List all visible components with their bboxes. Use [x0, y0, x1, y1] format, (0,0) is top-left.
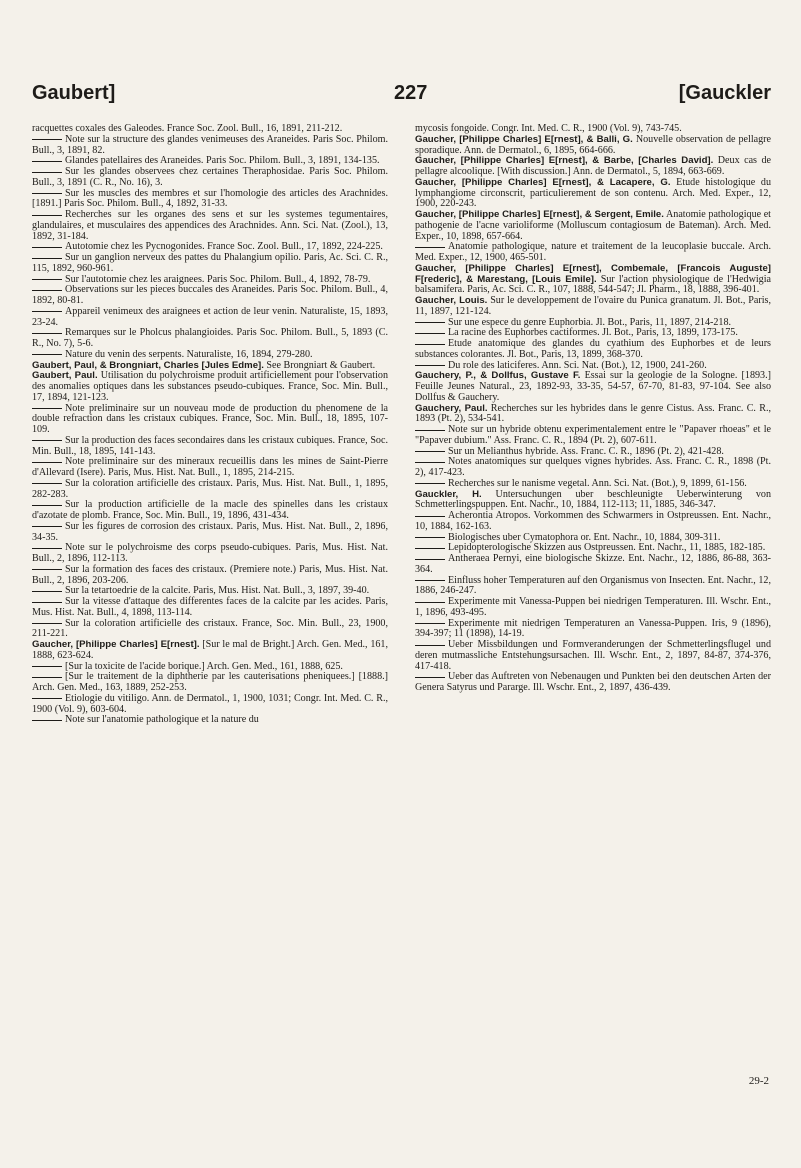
ditto-dash [415, 429, 445, 431]
ditto-dash [415, 644, 445, 646]
entry-text: Ueber Missbildungen und Formveranderungen der Schmetterlingsflugel und deren mutmassliche Entstehungsursachen. Ill. Wschr. Ent., 2, 1897, 84-87, 374-376, 417-418. [415, 639, 771, 672]
entry-author: Gaubert, Paul. [32, 370, 98, 382]
bibliography-entry [415, 371, 771, 403]
bibliography-entry [415, 264, 771, 296]
bibliography-entry [32, 285, 388, 307]
ditto-dash [415, 622, 445, 624]
entry-text: Experimente mit Vanessa-Puppen bei niedrigen Temperaturen. Ill. Wschr. Ent., 1, 1896, 493-495. [415, 596, 771, 618]
bibliography-entry [32, 210, 388, 242]
bibliography-entry [32, 694, 388, 716]
bibliography-entry [32, 479, 388, 501]
bibliography-entry [415, 576, 771, 598]
entry-text: Sur la coloration artificielle des cristaux. France, Soc. Min. Bull., 23, 1900, 211-221. [32, 617, 388, 640]
ditto-dash [32, 138, 62, 140]
running-header [32, 82, 771, 108]
ditto-dash [32, 310, 62, 312]
bibliography-entry [415, 178, 771, 210]
entry-text: Experimente mit niedrigen Temperaturen an Vanessa-Puppen. Iris, 9 (1896), 394-397; 11 (1898), 14-19. [415, 617, 771, 640]
entry-text: Antheraea Pernyi, eine biologische Skizze. Ent. Nachr., 12, 1886, 86-88, 363-364. [415, 553, 771, 575]
bibliography-entry [32, 522, 388, 544]
ditto-dash [32, 332, 62, 334]
entry-text: Etude anatomique des glandes du cyathium des Euphorbes et de leurs substances colorantes. Jl. Bot., Paris, 13, 1899, 368-370. [415, 338, 771, 360]
bibliography-entry [415, 156, 771, 178]
entry-text: racquettes coxales des Galeodes. France Soc. Zool. Bull., 16, 1891, 211-212. [32, 123, 343, 134]
entry-text: Lepidopterologische Skizzen aus Ostpreussen. Ent. Nachr., 11, 1885, 182-185. [448, 542, 766, 554]
entry-text: La racine des Euphorbes cactiformes. Jl. Bot., Paris, 13, 1899, 173-175. [448, 327, 738, 339]
ditto-dash [32, 461, 62, 463]
entry-text: Etiologie du vitiligo. Ann. de Dermatol., 1, 1900, 1031; Congr. Int. Med. C. R., 1900 (Vol. 9), 603-604. [32, 692, 388, 715]
entry-text: Recherches sur les organes des sens et sur les systemes tegumentaires, glandulaires, et musculaires des appendices des Arachnides. Ann. Sci. Nat. (Zool.), 13, 1892, 31-184. [32, 209, 388, 242]
entry-text: Essai sur la geologie de la Sologne. [1893.] Feuille Jeunes Natural., 23, 1892-93, 33-35, 54-57, 67-70, 81-83, 97-104. See also Dollfus & Gauchery. [415, 370, 771, 403]
ditto-dash [415, 558, 445, 560]
bibliography-entry [415, 457, 771, 479]
entry-text: [Sur la toxicite de l'acide borique.] Arch. Gen. Med., 161, 1888, 625. [65, 660, 343, 672]
right-column [415, 124, 771, 694]
entry-text: Etude histologique du lymphangiome circonscrit, particulierement de son contenu. Arch. Med. Exper., 12, 1900, 220-243. [415, 176, 772, 210]
entry-text: Acherontia Atropos. Vorkommen des Schwarmers in Ostpreussen. Ent. Nachr., 10, 1884, 162-163. [415, 510, 771, 532]
bibliography-entry [32, 307, 388, 329]
entry-text: Anatomie pathologique, nature et traitement de la leucoplasie buccale. Arch. Med. Exper., 12, 1900, 465-501. [415, 241, 771, 263]
bibliography-entry [415, 242, 771, 264]
bibliography-entry [415, 339, 771, 361]
ditto-dash [32, 439, 62, 441]
entry-author: Gauchery, Paul. [415, 402, 488, 414]
ditto-dash [32, 160, 62, 162]
entry-author: Gaucher, [Philippe Charles] E[rnest], Combemale, [Francois Auguste] F[rederic], & Marestang, [Louis Emile]. [415, 262, 771, 285]
ditto-dash [415, 246, 445, 248]
entry-text: Sur une espece du genre Euphorbia. Jl. Bot., Paris, 11, 1897, 214-218. [448, 316, 732, 328]
entry-text: Note sur le polychroisme des corps pseudo-cubiques. Paris, Mus. Hist. Nat. Bull., 2, 1896, 112-113. [32, 542, 388, 564]
bibliography-entry [415, 135, 771, 157]
bibliography-entry [32, 543, 388, 565]
ditto-dash [415, 547, 445, 549]
entry-author: Gauchery, P., & Dollfus, Gustave F. [415, 370, 581, 382]
entry-text: Deux cas de pellagre alcoolique. [With discussion.] Ann. de Dermatol., 5, 1894, 663-669. [415, 155, 771, 177]
entry-text: Sur les glandes observees chez certaines Theraphosidae. Paris Soc. Philom. Bull., 3, 1891 (C. R., No. 16), 3. [32, 166, 388, 188]
entry-text: Sur l'action physiologique de l'Hedwigia balsamifera. Paris, Ac. Sci. C. R., 107, 1888, 544-547; Jl. Pharm., 18, 1888, 396-401. [415, 273, 771, 296]
ditto-dash [415, 676, 445, 678]
ditto-dash [32, 719, 62, 721]
entry-text: Remarques sur le Pholcus phalangioides. Paris Soc. Philom. Bull., 5, 1893 (C. R., No. 7), 5-6. [32, 327, 388, 349]
ditto-dash [32, 504, 62, 506]
entry-text: [Sur le mal de Bright.] Arch. Gen. Med., 161, 1888, 623-624. [32, 639, 388, 661]
entry-text: Recherches sur le nanisme vegetal. Ann. Sci. Nat. (Bot.), 9, 1899, 61-156. [448, 477, 747, 489]
ditto-dash [415, 364, 445, 366]
header-left-term: Gaubert] [32, 82, 116, 104]
ditto-dash [32, 278, 62, 280]
entry-text: Sur la production des faces secondaires dans les cristaux cubiques. France, Soc. Min. Bull., 18, 1895, 141-143. [32, 434, 388, 457]
entry-author: Gaucher, Louis. [415, 295, 488, 306]
entry-text: Sur les figures de corrosion des cristaux. Paris, Mus. Hist. Nat. Bull., 2, 1896, 34-35. [32, 520, 388, 543]
ditto-dash [32, 257, 62, 259]
ditto-dash [32, 214, 62, 216]
entry-text: Sur les muscles des membres et sur l'homologie des articles des Arachnides. [1891.] Paris Soc. Philom. Bull., 4, 1892, 31-33. [32, 187, 388, 210]
ditto-dash [32, 622, 62, 624]
ditto-dash [32, 171, 62, 173]
entry-author: Gaubert, Paul, & Brongniart, Charles [Jules Edme]. [32, 359, 264, 371]
bibliography-entry [415, 672, 771, 694]
entry-text: Appareil venimeux des araignees et action de leur venin. Naturaliste, 15, 1893, 23-24. [32, 305, 388, 328]
ditto-dash [415, 321, 445, 323]
ditto-dash [415, 450, 445, 452]
entry-text: Einfluss hoher Temperaturen auf den Organismus von Insecten. Ent. Nachr., 12, 1886, 246-247. [415, 574, 771, 597]
bibliography-entry [32, 189, 388, 211]
entry-text: Sur la formation des faces des cristaux. (Premiere note.) Paris, Mus. Hist. Nat. Bull., 2, 1896, 203-206. [32, 563, 388, 586]
bibliography-entry [32, 500, 388, 522]
ditto-dash [32, 590, 62, 592]
entry-author: Gaucher, [Philippe Charles] E[rnest], & Sergent, Emile. [415, 209, 664, 220]
entry-text: Du role des laticiferes. Ann. Sci. Nat. (Bot.), 12, 1900, 241-260. [448, 359, 707, 371]
entry-text: Note preliminaire sur un nouveau mode de production du phenomene de la double refraction dans les cristaux cubiques. France, Soc. Min. Bull., 18, 1895, 107-109. [32, 402, 388, 435]
bibliography-entry [32, 640, 388, 662]
entry-text: Sur un ganglion nerveux des pattes du Phalangium opilio. Paris, Ac. Sci. C. R., 115, 1892, 960-961. [32, 252, 388, 274]
entry-text: Nature du venin des serpents. Naturaliste, 16, 1894, 279-280. [65, 348, 313, 360]
entry-text: Anatomie pathologique et pathogenie de l'acne varioliforme (Molluscum contagiosum de Bateman). Arch. Med. Exper., 10, 1898, 657-664. [415, 209, 771, 242]
ditto-dash [415, 579, 445, 581]
ditto-dash [32, 547, 62, 549]
bibliography-entry [415, 490, 771, 512]
entry-text: mycosis fongoide. Congr. Int. Med. C. R., 1900 (Vol. 9), 743-745. [415, 123, 682, 134]
bibliography-entry [32, 328, 388, 350]
entry-text: Note preliminaire sur des mineraux recueillis dans les mines de Saint-Pierre d'Allevard (Isere). Paris, Mus. Hist. Nat. Bull., 1, 1895, 214-215. [32, 456, 388, 478]
header-right-term: [Gauckler [678, 82, 771, 104]
ditto-dash [415, 332, 445, 334]
bibliography-entry [415, 597, 771, 619]
ditto-dash [32, 525, 62, 527]
bibliography-entry [32, 167, 388, 189]
entry-text: [Sur le traitement de la diphtherie par les cauterisations pheniquees.] [1888.] Arch. Gen. Med., 163, 1889, 252-253. [32, 671, 388, 693]
ditto-dash [32, 665, 62, 667]
bibliography-entry [32, 672, 388, 694]
ditto-dash [32, 289, 62, 291]
entry-author: Gaucher, [Philippe Charles] E[rnest]. [32, 639, 200, 650]
ditto-dash [32, 246, 62, 248]
entry-text: Sur l'autotomie chez les araignees. Paris Soc. Philom. Bull., 4, 1892, 78-79. [65, 273, 371, 285]
entry-text: Sur la vitesse d'attaque des differentes faces de la calcite par les acides. Paris, Mus. Hist. Nat. Bull., 4, 1898, 113-114. [32, 596, 388, 618]
entry-text: Ueber das Auftreten von Nebenaugen und Punkten bei den deutschen Arten der Genera Satyrus und Pararge. Ill. Wschr. Ent., 2, 1897, 436-439. [415, 671, 771, 693]
entry-text: Note sur la structure des glandes venimeuses des Araneides. Paris Soc. Philom. Bull., 3, 1891, 82. [32, 133, 388, 156]
bibliography-entry [32, 457, 388, 479]
entry-text: Autotomie chez les Pycnogonides. France Soc. Zool. Bull., 17, 1892, 224-225. [65, 241, 383, 253]
entry-text: Untersuchungen uber beschleunigte Ueberwinterung von Schmetterlingspuppen. Ent. Nachr., 10, 1884, 112-113; 11, 1885, 346-347. [415, 488, 771, 511]
bibliography-entry [32, 404, 388, 436]
ditto-dash [32, 568, 62, 570]
ditto-dash [32, 407, 62, 409]
bibliography-entry [415, 296, 771, 318]
left-column [32, 124, 388, 726]
bibliography-entry [32, 619, 388, 641]
bibliography-entry [415, 554, 771, 576]
entry-text: Note sur un hybride obtenu experimentalement entre le "Papaver rhoeas" et le "Papaver dubium." Ass. Franc. C. R., 1894 (Pt. 2), 607-611. [415, 424, 771, 446]
bibliography-entry [415, 640, 771, 672]
bibliography-entry [415, 404, 771, 426]
entry-text: Sur un Melianthus hybride. Ass. Franc. C. R., 1896 (Pt. 2), 421-428. [448, 445, 724, 457]
bibliography-entry [32, 371, 388, 403]
entry-text: Note sur l'anatomie pathologique et la nature du [65, 714, 259, 726]
bibliography-entry [32, 597, 388, 619]
entry-author: Gaucher, [Philippe Charles] E[rnest], & Barbe, [Charles David]. [415, 155, 714, 167]
bibliography-entry [415, 425, 771, 447]
ditto-dash [32, 676, 62, 678]
ditto-dash [415, 536, 445, 538]
entry-author: Gaucher, [Philippe Charles] E[rnest], & Lacapere, G. [415, 176, 671, 188]
ditto-dash [32, 697, 62, 699]
page-number: 227 [394, 82, 428, 104]
entry-text: Sur le developpement de l'ovaire du Punica granatum. Jl. Bot., Paris, 11, 1897, 121-124. [415, 295, 771, 317]
ditto-dash [415, 601, 445, 603]
entry-text: Observations sur les pieces buccales des Araneides. Paris Soc. Philom. Bull., 4, 1892, 80-81. [32, 284, 388, 306]
entry-text: Nouvelle observation de pellagre sporadique. Ann. de Dermatol., 6, 1895, 664-666. [415, 133, 772, 156]
bibliography-entry [32, 253, 388, 275]
bibliography-entry [32, 565, 388, 587]
ditto-dash [32, 482, 62, 484]
entry-text: Sur la tetartoedrie de la calcite. Paris, Mus. Hist. Nat. Bull., 3, 1897, 39-40. [65, 585, 370, 597]
entry-text: Glandes patellaires des Araneides. Paris Soc. Philom. Bull., 3, 1891, 134-135. [65, 155, 380, 167]
entry-author: Gaucher, [Philippe Charles] E[rnest], & Balli, G. [415, 133, 633, 145]
ditto-dash [415, 461, 445, 463]
ditto-dash [32, 353, 62, 355]
entry-author: Gauckler, H. [415, 488, 482, 500]
entry-text: Sur la production artificielle de la macle des spinelles dans les cristaux d'azotate de plomb. France, Soc. Min. Bull., 19, 1896, 431-434. [32, 499, 388, 521]
signature-mark: 29-2 [748, 1075, 769, 1087]
entry-text: See Brongniart & Gaubert. [263, 359, 376, 371]
ditto-dash [32, 192, 62, 194]
entry-text: Sur la coloration artificielle des cristaux. Paris, Mus. Hist. Nat. Bull., 1, 1895, 282-283. [32, 477, 388, 500]
entry-text: Recherches sur les hybrides dans le genre Cistus. Ass. Franc. C. R., 1893 (Pt. 2), 534-541. [415, 402, 771, 425]
bibliography-entry [32, 715, 388, 726]
bibliography-entry [415, 511, 771, 533]
bibliography-entry [415, 619, 771, 641]
entry-text: Utilisation du polychroisme produit artificiellement pour l'observation des anomalies optiques dans les substances pseudo-cubiques. France, Soc. Min. Bull., 17, 1894, 121-123. [32, 370, 388, 403]
bibliography-entry [415, 210, 771, 242]
ditto-dash [32, 601, 62, 603]
entry-text: Biologisches uber Cymatophora or. Ent. Nachr., 10, 1884, 309-311. [448, 531, 721, 543]
ditto-dash [415, 482, 445, 484]
ditto-dash [415, 515, 445, 517]
bibliography-entry [32, 436, 388, 458]
bibliography-entry [32, 135, 388, 157]
entry-text: Notes anatomiques sur quelques vignes hybrides. Ass. Franc. C. R., 1898 (Pt. 2), 417-423. [415, 456, 771, 478]
ditto-dash [415, 343, 445, 345]
